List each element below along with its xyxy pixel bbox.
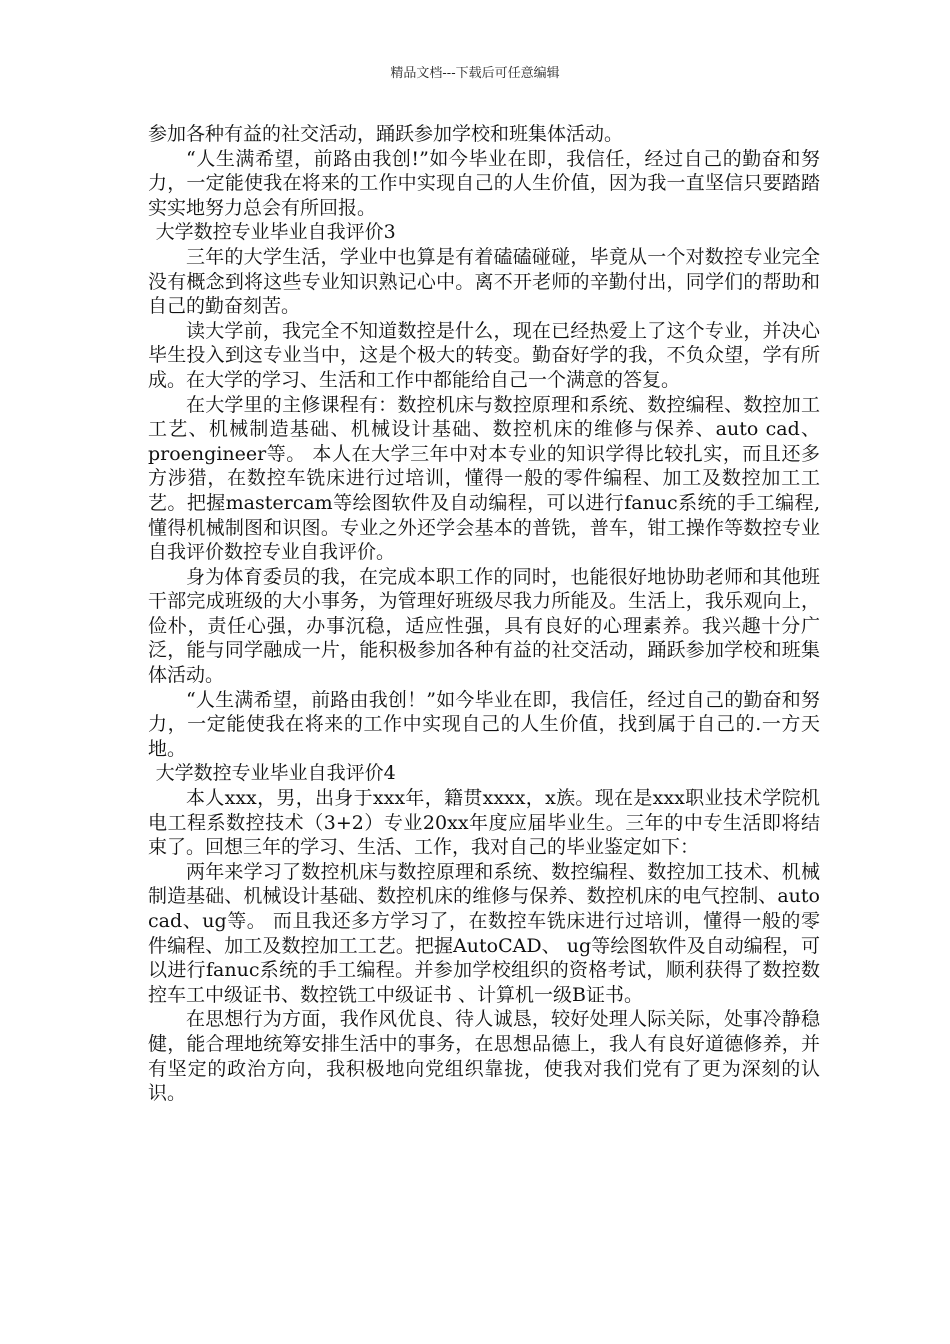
paragraph: 两年来学习了数控机床与数控原理和系统、数控编程、数控加工技术、机械制造基础、机械设计基础、数控机床的维修与保养、数控机床的电气控制、auto cad、ug等。 而且我还多方学习了，在数控车铣床进行过培训，懂得一般的零件编程、加工及数控加工工艺。把握AutoCAD、 ug等绘图软件及自动编程，可以进行fanuc系统的手工编程。并参加学校组织的资格考试，顺利获得了数控数控车工中级证书、数控铣工中级证书 、计算机一级B证书。 [148,860,820,1006]
paragraph: “人生满希望，前路由我创!”如今毕业在即，我信任，经过自己的勤奋和努力，一定能使我在将来的工作中实现自己的人生价值，因为我一直坚信只要踏踏实实地努力总会有所回报。 [148,147,820,219]
paragraph: “人生满希望，前路由我创！”如今毕业在即，我信任，经过自己的勤奋和努力，一定能使我在将来的工作中实现自己的人生价值，找到属于自己的.一方天地。 [148,688,820,760]
paragraph: 读大学前，我完全不知道数控是什么，现在已经热爱上了这个专业，并决心毕生投入到这专业当中，这是个极大的转变。勤奋好学的我，不负众望，学有所成。在大学的学习、生活和工作中都能给自己一个满意的答复。 [148,319,820,391]
document-body [148,122,820,1106]
section-heading: 大学数控专业毕业自我评价4 [155,762,396,785]
paragraph: 在大学里的主修课程有：数控机床与数控原理和系统、数控编程、数控加工工艺、机械制造基础、机械设计基础、数控机床的维修与保养、auto cad、proengineer等。 本人在大学三年中对本专业的知识学得比较扎实，而且还多方涉猎，在数控车铣床进行过培训，懂得一般的零件编程、加工及数控加工工艺。把握mastercam等绘图软件及自动编程，可以进行fanuc系统的手工编程,懂得机械制图和识图。专业之外还学会基本的普铣，普车，钳工操作等数控专业自我评价数控专业自我评价。 [148,393,820,564]
paragraph: 身为体育委员的我，在完成本职工作的同时，也能很好地协助老师和其他班干部完成班级的大小事务，为管理好班级尽我力所能及。生活上，我乐观向上，俭朴，责任心强，办事沉稳，适应性强，具有良好的心理素养。我兴趣十分广泛，能与同学融成一片，能积极参加各种有益的社交活动，踊跃参加学校和班集体活动。 [148,565,820,687]
paragraph: 在思想行为方面，我作风优良、待人诚恳，较好处理人际关际，处事冷静稳健，能合理地统筹安排生活中的事务，在思想品德上，我人有良好道德修养，并有坚定的政治方向，我积极地向党组织靠拢，使我对我们党有了更为深刻的认识。 [148,1008,820,1105]
paragraph: 三年的大学生活，学业中也算是有着磕磕碰碰，毕竟从一个对数控专业完全没有概念到将这些专业知识熟记心中。离不开老师的辛勤付出，同学们的帮助和自己的勤奋刻苦。 [148,245,820,318]
paragraph: 本人xxx，男，出身于xxx年，籍贯xxxx，x族。现在是xxx职业技术学院机电工程系数控技术（3+2）专业20xx年度应届毕业生。三年的中专生活即将结束了。回想三年的学习、生活、工作，我对自己的毕业鉴定如下： [148,787,820,859]
section-heading: 大学数控专业毕业自我评价3 [155,221,396,244]
paragraph: 参加各种有益的社交活动，踊跃参加学校和班集体活动。 [148,123,624,145]
page-header: 精品文档---下载后可任意编辑 [390,66,560,81]
